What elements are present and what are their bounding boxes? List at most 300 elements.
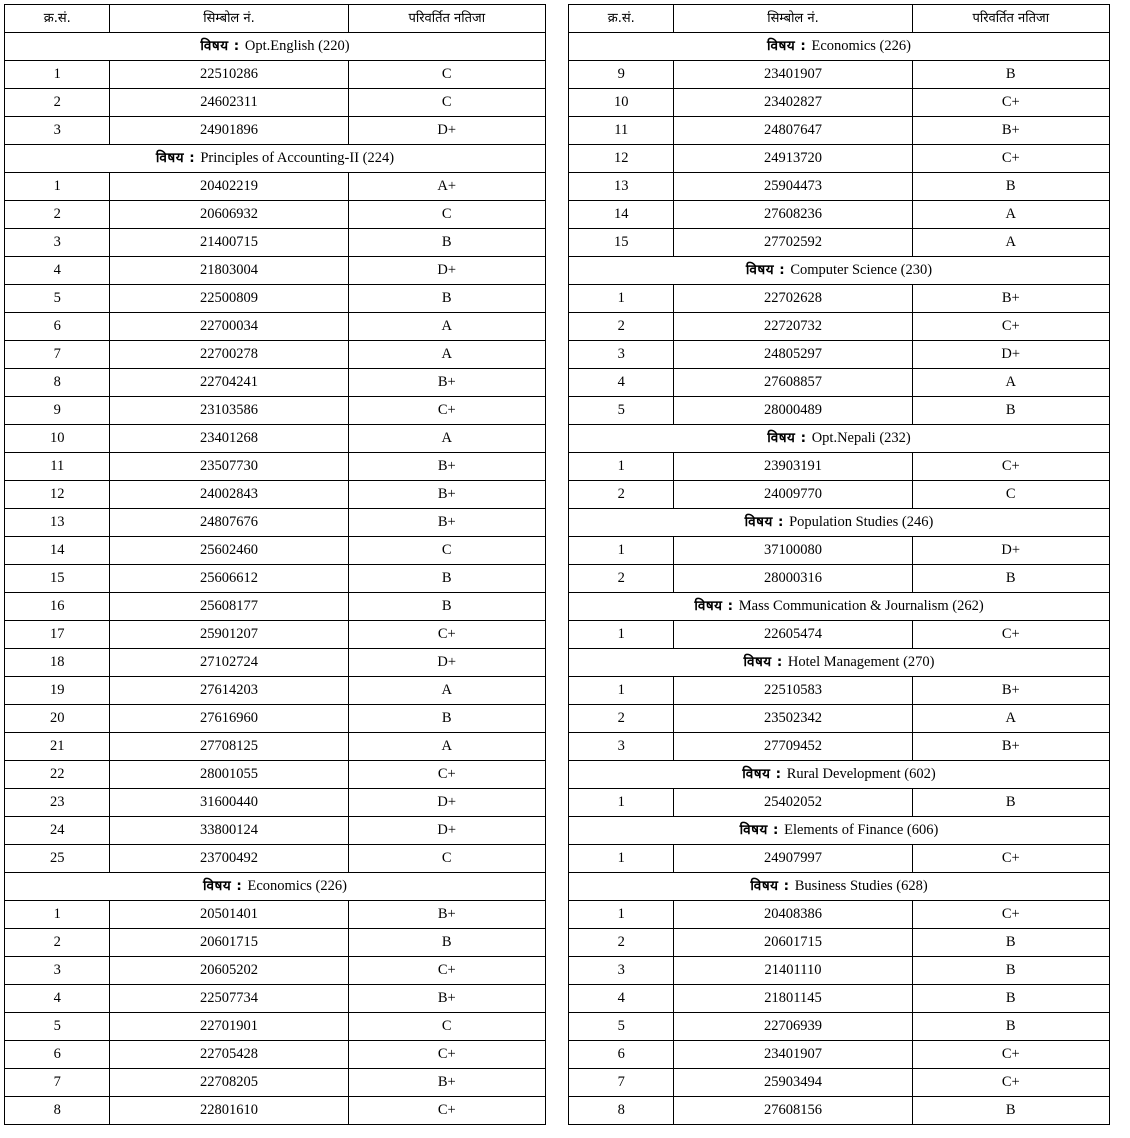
cell-revised-result: A xyxy=(912,705,1109,733)
table-row xyxy=(5,985,546,1013)
header-serial-number: क्र.सं. xyxy=(5,5,110,33)
subject-header-row xyxy=(569,257,1110,285)
cell-revised-result: C xyxy=(912,481,1109,509)
table-row xyxy=(569,957,1110,985)
table-row xyxy=(5,901,546,929)
subject-title xyxy=(569,873,1110,901)
cell-symbol-number: 27102724 xyxy=(110,649,348,677)
cell-serial-number: 1 xyxy=(569,453,674,481)
cell-symbol-number: 20606932 xyxy=(110,201,348,229)
table-row xyxy=(569,1013,1110,1041)
table-row xyxy=(5,453,546,481)
cell-symbol-number: 22510286 xyxy=(110,61,348,89)
cell-serial-number: 24 xyxy=(5,817,110,845)
cell-serial-number: 15 xyxy=(5,565,110,593)
results-column-left xyxy=(4,4,546,1138)
cell-symbol-number: 20501401 xyxy=(110,901,348,929)
table-row xyxy=(5,761,546,789)
cell-symbol-number: 27614203 xyxy=(110,677,348,705)
cell-serial-number: 6 xyxy=(569,1041,674,1069)
cell-revised-result: C+ xyxy=(912,845,1109,873)
header-serial-number: क्र.सं. xyxy=(569,5,674,33)
cell-revised-result: A+ xyxy=(348,173,545,201)
cell-revised-result: B+ xyxy=(348,985,545,1013)
cell-symbol-number: 21400715 xyxy=(110,229,348,257)
header-revised-result: परिवर्तित नतिजा xyxy=(348,5,545,33)
cell-serial-number: 18 xyxy=(5,649,110,677)
cell-serial-number: 12 xyxy=(5,481,110,509)
cell-serial-number: 15 xyxy=(569,229,674,257)
table-row xyxy=(569,677,1110,705)
cell-revised-result: B+ xyxy=(912,733,1109,761)
cell-revised-result: B xyxy=(912,397,1109,425)
cell-revised-result: A xyxy=(348,677,545,705)
table-row xyxy=(5,229,546,257)
table-row xyxy=(5,201,546,229)
header-row xyxy=(569,5,1110,33)
table-row xyxy=(5,341,546,369)
cell-serial-number: 3 xyxy=(5,117,110,145)
subject-name: Principles of Accounting-II (224) xyxy=(200,150,395,167)
subject-title xyxy=(569,425,1110,453)
table-row xyxy=(569,313,1110,341)
header-symbol-number: सिम्बोल नं. xyxy=(110,5,348,33)
cell-symbol-number: 20402219 xyxy=(110,173,348,201)
table-row xyxy=(569,145,1110,173)
cell-serial-number: 2 xyxy=(569,313,674,341)
cell-revised-result: A xyxy=(912,369,1109,397)
table-row xyxy=(5,593,546,621)
cell-serial-number: 9 xyxy=(5,397,110,425)
table-row xyxy=(569,985,1110,1013)
cell-symbol-number: 24009770 xyxy=(674,481,912,509)
cell-revised-result: C+ xyxy=(348,1041,545,1069)
cell-serial-number: 3 xyxy=(5,229,110,257)
cell-revised-result: B xyxy=(348,929,545,957)
subject-name: Economics (226) xyxy=(811,38,911,55)
cell-symbol-number: 25903494 xyxy=(674,1069,912,1097)
cell-serial-number: 23 xyxy=(5,789,110,817)
cell-revised-result: B xyxy=(912,61,1109,89)
cell-serial-number: 5 xyxy=(5,285,110,313)
subject-name: Rural Development (602) xyxy=(786,766,936,783)
cell-symbol-number: 23507730 xyxy=(110,453,348,481)
cell-revised-result: B xyxy=(348,285,545,313)
table-row xyxy=(5,1069,546,1097)
subject-name: Hotel Management (270) xyxy=(787,654,935,671)
cell-symbol-number: 33800124 xyxy=(110,817,348,845)
cell-symbol-number: 23401907 xyxy=(674,61,912,89)
table-row xyxy=(569,565,1110,593)
subject-label: विषय : xyxy=(744,514,790,531)
table-row xyxy=(569,453,1110,481)
cell-symbol-number: 21801145 xyxy=(674,985,912,1013)
cell-revised-result: B xyxy=(912,985,1109,1013)
cell-serial-number: 2 xyxy=(5,201,110,229)
cell-revised-result: B+ xyxy=(348,481,545,509)
cell-serial-number: 1 xyxy=(569,537,674,565)
cell-revised-result: C+ xyxy=(912,621,1109,649)
cell-symbol-number: 22700278 xyxy=(110,341,348,369)
cell-revised-result: C xyxy=(348,61,545,89)
cell-serial-number: 25 xyxy=(5,845,110,873)
cell-serial-number: 2 xyxy=(5,929,110,957)
subject-name: Opt.English (220) xyxy=(244,38,350,55)
table-row xyxy=(5,173,546,201)
cell-revised-result: D+ xyxy=(348,649,545,677)
cell-serial-number: 5 xyxy=(5,1013,110,1041)
subject-header-row xyxy=(569,425,1110,453)
subject-header-row xyxy=(569,33,1110,61)
cell-revised-result: C xyxy=(348,845,545,873)
cell-symbol-number: 22605474 xyxy=(674,621,912,649)
cell-symbol-number: 25901207 xyxy=(110,621,348,649)
subject-label: विषय : xyxy=(155,150,201,167)
cell-symbol-number: 27708125 xyxy=(110,733,348,761)
cell-revised-result: C+ xyxy=(912,313,1109,341)
header-revised-result: परिवर्तित नतिजा xyxy=(912,5,1109,33)
table-row xyxy=(5,369,546,397)
table-row xyxy=(5,1041,546,1069)
cell-symbol-number: 27608156 xyxy=(674,1097,912,1125)
cell-symbol-number: 24002843 xyxy=(110,481,348,509)
cell-revised-result: C+ xyxy=(912,89,1109,117)
subject-label: विषय : xyxy=(203,878,248,895)
table-row xyxy=(5,313,546,341)
subject-title xyxy=(569,817,1110,845)
subject-header-row xyxy=(569,817,1110,845)
table-row xyxy=(569,229,1110,257)
cell-symbol-number: 22507734 xyxy=(110,985,348,1013)
cell-symbol-number: 31600440 xyxy=(110,789,348,817)
cell-serial-number: 4 xyxy=(569,369,674,397)
subject-title xyxy=(569,509,1110,537)
table-row xyxy=(5,61,546,89)
cell-symbol-number: 22510583 xyxy=(674,677,912,705)
subject-header-row xyxy=(5,33,546,61)
cell-revised-result: B xyxy=(348,565,545,593)
table-row xyxy=(569,89,1110,117)
cell-serial-number: 2 xyxy=(569,929,674,957)
cell-symbol-number: 23401907 xyxy=(674,1041,912,1069)
table-row xyxy=(5,789,546,817)
subject-title xyxy=(569,649,1110,677)
table-row xyxy=(569,789,1110,817)
subject-name: Population Studies (246) xyxy=(789,514,934,531)
cell-symbol-number: 27608857 xyxy=(674,369,912,397)
cell-serial-number: 1 xyxy=(5,901,110,929)
table-row xyxy=(569,537,1110,565)
table-row xyxy=(5,285,546,313)
results-column-right xyxy=(568,4,1110,1138)
cell-serial-number: 3 xyxy=(569,957,674,985)
cell-revised-result: B xyxy=(348,705,545,733)
cell-revised-result: C+ xyxy=(912,1069,1109,1097)
cell-symbol-number: 27709452 xyxy=(674,733,912,761)
cell-symbol-number: 21401110 xyxy=(674,957,912,985)
results-table-right xyxy=(568,4,1110,1125)
cell-symbol-number: 22706939 xyxy=(674,1013,912,1041)
cell-serial-number: 2 xyxy=(5,89,110,117)
subject-label: विषय : xyxy=(750,878,795,895)
cell-symbol-number: 24907997 xyxy=(674,845,912,873)
table-row xyxy=(569,733,1110,761)
cell-revised-result: B xyxy=(912,789,1109,817)
cell-revised-result: B xyxy=(912,565,1109,593)
table-row xyxy=(569,1097,1110,1125)
cell-symbol-number: 22801610 xyxy=(110,1097,348,1125)
cell-revised-result: A xyxy=(348,425,545,453)
subject-title xyxy=(569,257,1110,285)
subject-name: Opt.Nepali (232) xyxy=(811,430,911,447)
table-row xyxy=(5,481,546,509)
subject-name: Business Studies (628) xyxy=(794,878,928,895)
cell-symbol-number: 37100080 xyxy=(674,537,912,565)
cell-serial-number: 21 xyxy=(5,733,110,761)
subject-label: विषय : xyxy=(200,38,245,55)
cell-serial-number: 1 xyxy=(569,621,674,649)
table-row xyxy=(5,1013,546,1041)
table-row xyxy=(569,369,1110,397)
cell-serial-number: 7 xyxy=(569,1069,674,1097)
cell-serial-number: 7 xyxy=(5,341,110,369)
cell-symbol-number: 25606612 xyxy=(110,565,348,593)
cell-serial-number: 8 xyxy=(5,369,110,397)
cell-symbol-number: 24901896 xyxy=(110,117,348,145)
table-body-left xyxy=(5,33,546,1125)
table-row xyxy=(569,285,1110,313)
cell-revised-result: C+ xyxy=(912,901,1109,929)
table-row xyxy=(5,537,546,565)
subject-name: Economics (226) xyxy=(247,878,347,895)
results-table-left xyxy=(4,4,546,1125)
cell-revised-result: C+ xyxy=(348,1097,545,1125)
cell-serial-number: 2 xyxy=(569,481,674,509)
cell-serial-number: 3 xyxy=(569,341,674,369)
cell-serial-number: 8 xyxy=(569,1097,674,1125)
subject-title xyxy=(569,593,1110,621)
table-row xyxy=(569,621,1110,649)
cell-revised-result: D+ xyxy=(348,257,545,285)
cell-serial-number: 1 xyxy=(5,61,110,89)
cell-revised-result: B+ xyxy=(348,1069,545,1097)
cell-symbol-number: 22708205 xyxy=(110,1069,348,1097)
table-row xyxy=(5,89,546,117)
subject-label: विषय : xyxy=(742,766,787,783)
cell-symbol-number: 28001055 xyxy=(110,761,348,789)
cell-serial-number: 10 xyxy=(569,89,674,117)
subject-title xyxy=(5,873,546,901)
cell-revised-result: C+ xyxy=(912,453,1109,481)
cell-serial-number: 5 xyxy=(569,1013,674,1041)
cell-symbol-number: 20605202 xyxy=(110,957,348,985)
table-row xyxy=(569,481,1110,509)
cell-symbol-number: 23700492 xyxy=(110,845,348,873)
cell-symbol-number: 23401268 xyxy=(110,425,348,453)
cell-revised-result: D+ xyxy=(348,817,545,845)
cell-revised-result: B+ xyxy=(348,369,545,397)
subject-label: विषय : xyxy=(739,822,785,839)
subject-header-row xyxy=(5,873,546,901)
cell-revised-result: B+ xyxy=(348,509,545,537)
table-row xyxy=(5,817,546,845)
table-header-left xyxy=(5,5,546,33)
cell-serial-number: 1 xyxy=(569,285,674,313)
table-row xyxy=(569,929,1110,957)
cell-symbol-number: 25402052 xyxy=(674,789,912,817)
table-row xyxy=(5,649,546,677)
cell-serial-number: 1 xyxy=(569,789,674,817)
subject-title xyxy=(5,145,546,173)
cell-serial-number: 19 xyxy=(5,677,110,705)
cell-serial-number: 13 xyxy=(5,509,110,537)
cell-symbol-number: 27608236 xyxy=(674,201,912,229)
cell-revised-result: B+ xyxy=(912,117,1109,145)
cell-serial-number: 13 xyxy=(569,173,674,201)
cell-revised-result: C+ xyxy=(348,761,545,789)
cell-serial-number: 2 xyxy=(569,565,674,593)
cell-serial-number: 17 xyxy=(5,621,110,649)
cell-revised-result: A xyxy=(348,313,545,341)
cell-serial-number: 9 xyxy=(569,61,674,89)
cell-symbol-number: 24807647 xyxy=(674,117,912,145)
table-row xyxy=(5,257,546,285)
subject-name: Elements of Finance (606) xyxy=(784,822,939,839)
cell-symbol-number: 22500809 xyxy=(110,285,348,313)
table-body-right xyxy=(569,33,1110,1125)
subject-label: विषय : xyxy=(767,430,812,447)
table-row xyxy=(569,901,1110,929)
cell-serial-number: 1 xyxy=(569,845,674,873)
table-row xyxy=(5,677,546,705)
table-row xyxy=(5,621,546,649)
cell-serial-number: 1 xyxy=(5,173,110,201)
cell-serial-number: 11 xyxy=(5,453,110,481)
cell-revised-result: B+ xyxy=(912,285,1109,313)
table-row xyxy=(569,1069,1110,1097)
table-row xyxy=(5,565,546,593)
table-row xyxy=(5,1097,546,1125)
cell-serial-number: 1 xyxy=(569,901,674,929)
cell-serial-number: 4 xyxy=(5,257,110,285)
cell-serial-number: 3 xyxy=(569,733,674,761)
table-row xyxy=(5,397,546,425)
cell-symbol-number: 28000316 xyxy=(674,565,912,593)
cell-revised-result: D+ xyxy=(348,117,545,145)
subject-name: Mass Communication & Journalism (262) xyxy=(738,598,984,615)
cell-symbol-number: 28000489 xyxy=(674,397,912,425)
cell-symbol-number: 22705428 xyxy=(110,1041,348,1069)
subject-title xyxy=(569,33,1110,61)
cell-serial-number: 12 xyxy=(569,145,674,173)
subject-header-row xyxy=(569,509,1110,537)
cell-serial-number: 4 xyxy=(5,985,110,1013)
cell-symbol-number: 25602460 xyxy=(110,537,348,565)
cell-symbol-number: 22704241 xyxy=(110,369,348,397)
cell-symbol-number: 24805297 xyxy=(674,341,912,369)
subject-title xyxy=(5,33,546,61)
cell-serial-number: 16 xyxy=(5,593,110,621)
cell-revised-result: C+ xyxy=(912,1041,1109,1069)
table-row xyxy=(5,117,546,145)
subject-label: विषय : xyxy=(694,598,739,615)
subject-label: विषय : xyxy=(745,262,791,279)
header-row xyxy=(5,5,546,33)
cell-revised-result: B xyxy=(912,957,1109,985)
table-row xyxy=(5,929,546,957)
cell-revised-result: C xyxy=(348,1013,545,1041)
table-row xyxy=(569,341,1110,369)
table-row xyxy=(569,61,1110,89)
cell-serial-number: 5 xyxy=(569,397,674,425)
subject-header-row xyxy=(569,593,1110,621)
table-row xyxy=(569,173,1110,201)
cell-serial-number: 4 xyxy=(569,985,674,1013)
cell-symbol-number: 20408386 xyxy=(674,901,912,929)
subject-label: विषय : xyxy=(767,38,812,55)
subject-label: विषय : xyxy=(743,654,788,671)
table-row xyxy=(569,1041,1110,1069)
cell-symbol-number: 24913720 xyxy=(674,145,912,173)
cell-symbol-number: 21803004 xyxy=(110,257,348,285)
subject-header-row xyxy=(569,649,1110,677)
cell-symbol-number: 27702592 xyxy=(674,229,912,257)
cell-serial-number: 6 xyxy=(5,313,110,341)
subject-header-row xyxy=(569,761,1110,789)
table-row xyxy=(5,509,546,537)
cell-symbol-number: 23103586 xyxy=(110,397,348,425)
cell-symbol-number: 24807676 xyxy=(110,509,348,537)
cell-symbol-number: 23502342 xyxy=(674,705,912,733)
table-row xyxy=(569,201,1110,229)
cell-serial-number: 11 xyxy=(569,117,674,145)
header-symbol-number: सिम्बोल नं. xyxy=(674,5,912,33)
cell-symbol-number: 22702628 xyxy=(674,285,912,313)
cell-revised-result: B xyxy=(348,593,545,621)
cell-symbol-number: 27616960 xyxy=(110,705,348,733)
cell-revised-result: A xyxy=(348,733,545,761)
cell-revised-result: B xyxy=(348,229,545,257)
cell-revised-result: B+ xyxy=(348,901,545,929)
table-row xyxy=(569,117,1110,145)
subject-name: Computer Science (230) xyxy=(790,262,933,279)
cell-symbol-number: 24602311 xyxy=(110,89,348,117)
cell-revised-result: B xyxy=(912,929,1109,957)
cell-serial-number: 3 xyxy=(5,957,110,985)
cell-revised-result: C xyxy=(348,89,545,117)
table-row xyxy=(569,845,1110,873)
cell-serial-number: 6 xyxy=(5,1041,110,1069)
cell-revised-result: C+ xyxy=(348,957,545,985)
cell-serial-number: 20 xyxy=(5,705,110,733)
cell-symbol-number: 20601715 xyxy=(110,929,348,957)
cell-serial-number: 10 xyxy=(5,425,110,453)
cell-symbol-number: 25608177 xyxy=(110,593,348,621)
cell-revised-result: C xyxy=(348,201,545,229)
cell-revised-result: D+ xyxy=(912,341,1109,369)
cell-serial-number: 2 xyxy=(569,705,674,733)
cell-serial-number: 1 xyxy=(569,677,674,705)
cell-revised-result: C+ xyxy=(348,621,545,649)
cell-revised-result: A xyxy=(912,201,1109,229)
cell-serial-number: 8 xyxy=(5,1097,110,1125)
subject-title xyxy=(569,761,1110,789)
cell-symbol-number: 20601715 xyxy=(674,929,912,957)
cell-serial-number: 22 xyxy=(5,761,110,789)
cell-revised-result: B+ xyxy=(348,453,545,481)
cell-symbol-number: 22701901 xyxy=(110,1013,348,1041)
cell-symbol-number: 23903191 xyxy=(674,453,912,481)
